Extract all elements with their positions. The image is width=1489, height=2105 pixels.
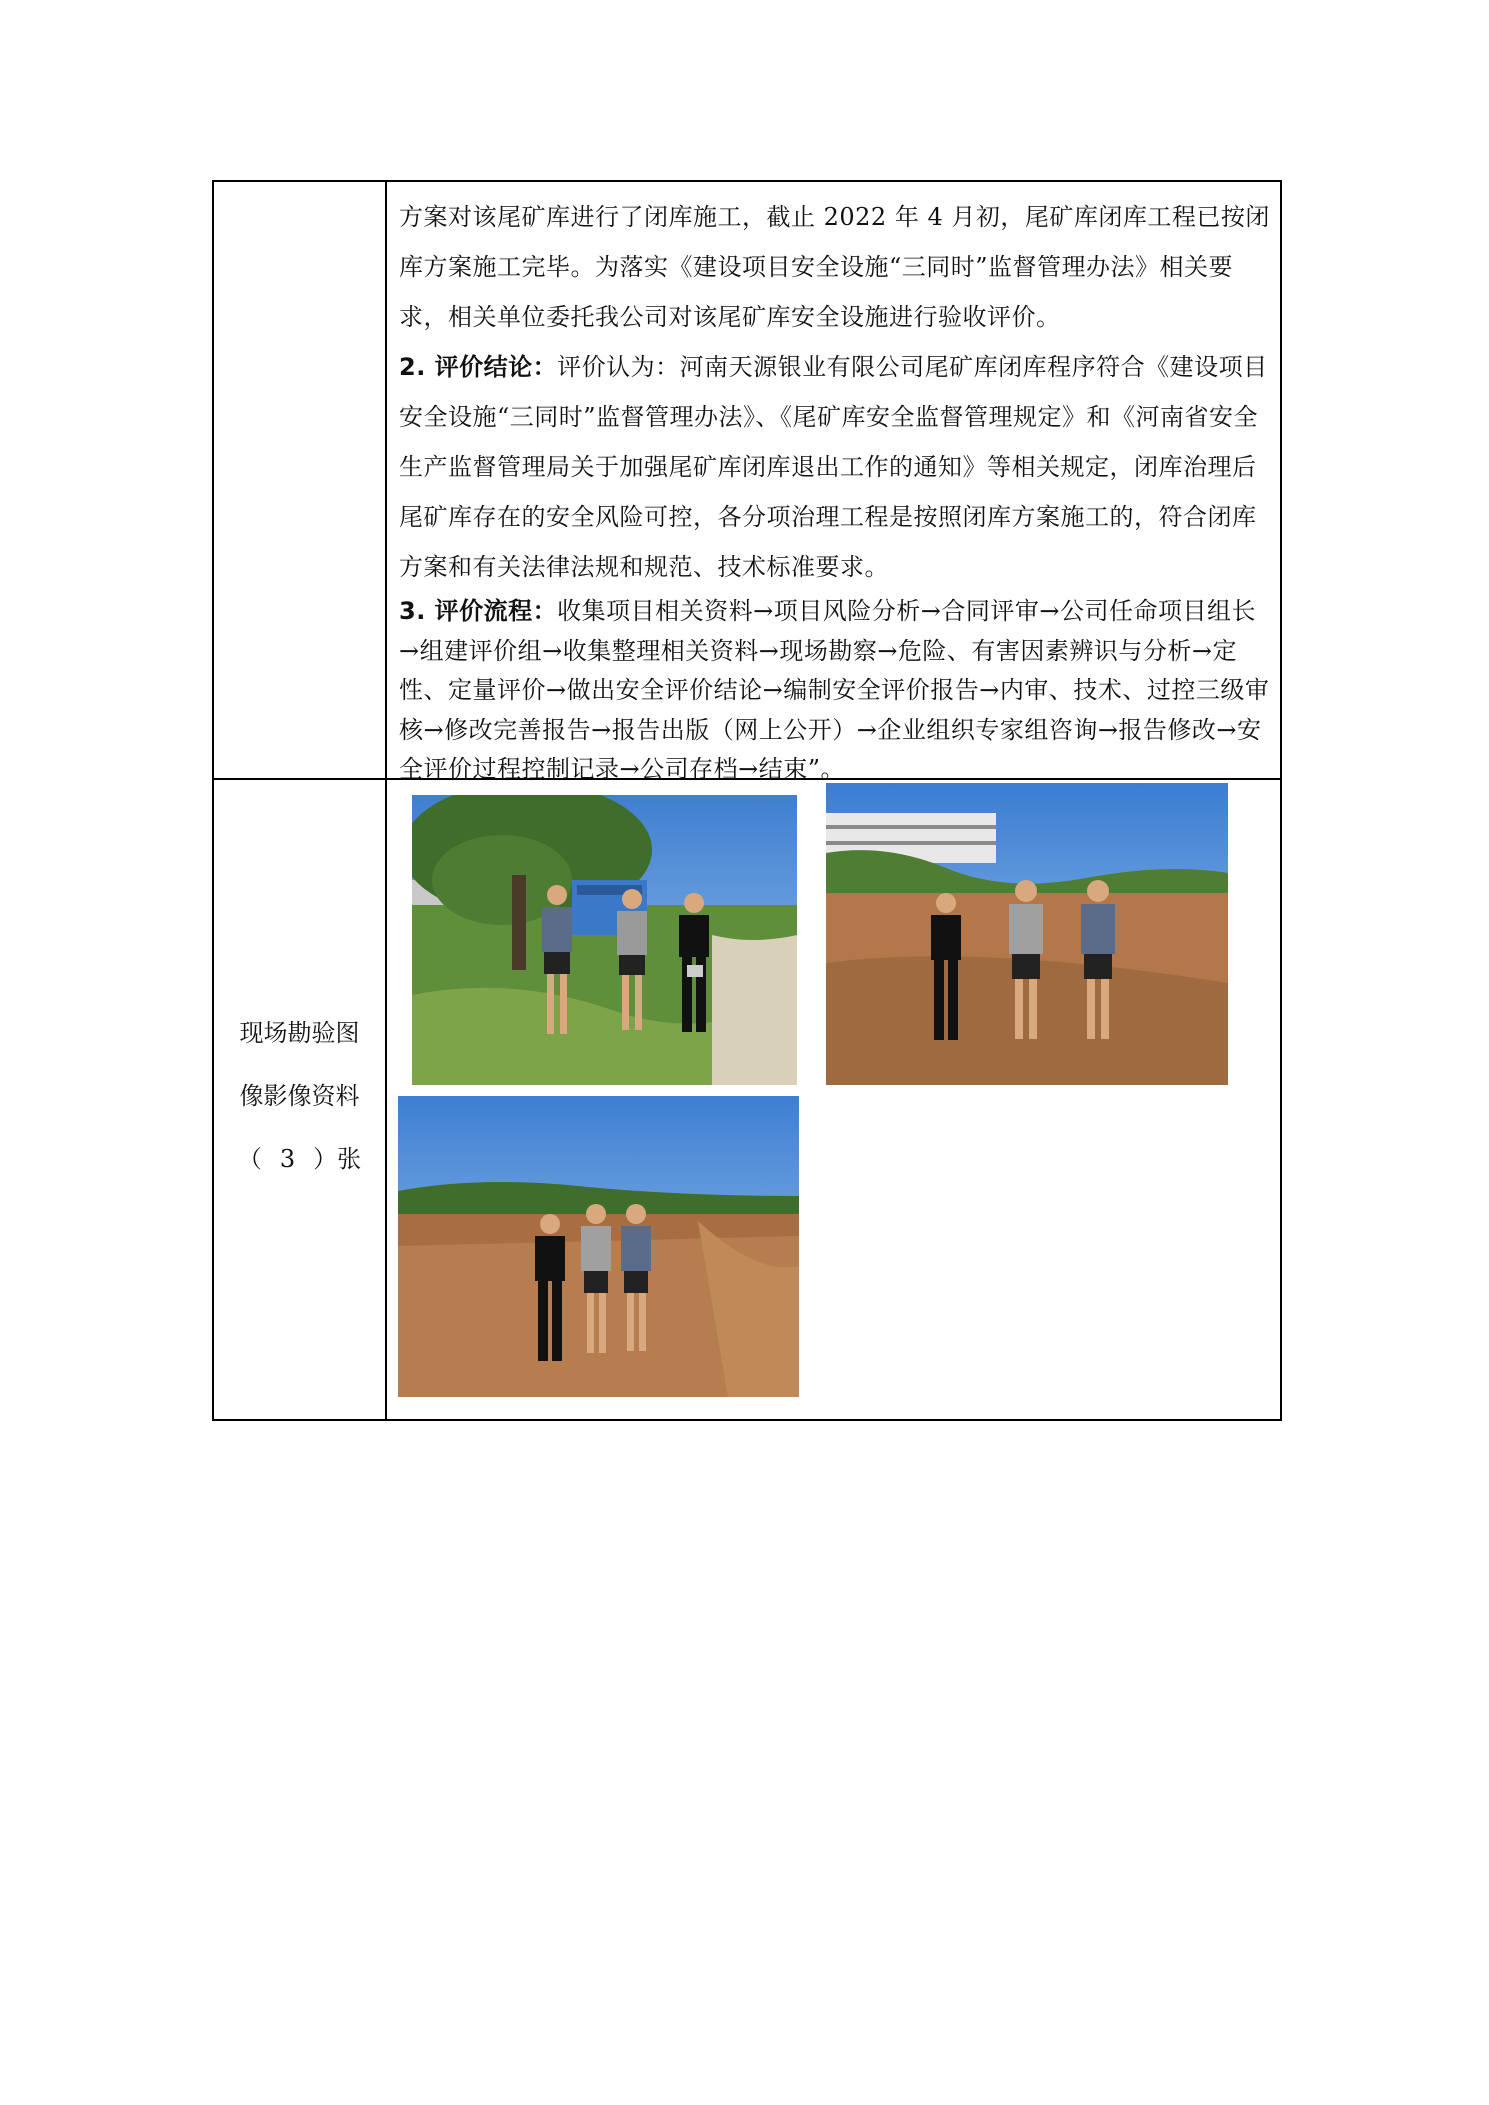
- label-line-2: 像影像资料: [239, 1082, 360, 1110]
- site-photo-2: [826, 783, 1228, 1085]
- conclusion-text: 评价认为：河南天源银业有限公司尾矿库闭库程序符合《建设项目安全设施“三同时”监督管理办法》、《尾矿库安全监督管理规定》和《河南省安全生产监督管理局关于加强尾矿库闭库退出工作的通知》等相关规定，闭库治理后尾矿库存在的安全风险可控，各分项治理工程是按照闭库方案施工的，符合闭库方案和有关法律法规和规范、技术标准要求。: [399, 353, 1268, 581]
- photo-count: [214, 1128, 385, 1191]
- count-close: ）张: [313, 1145, 362, 1173]
- process-text: 收集项目相关资料→项目风险分析→合同评审→公司任命项目组长→组建评价组→收集整理相关资料→现场勘察→危险、有害因素辨识与分析→定性、定量评价→做出安全评价结论→编制安全评价报告→内审、技术、过控三级审核→修改完善报告→报告出版（网上公开）→企业组织专家组咨询→报告修改→安全评价过程控制记录→公司存档→结束”。: [399, 597, 1270, 783]
- evaluation-text: [399, 192, 1274, 790]
- count-open: （: [237, 1145, 262, 1173]
- site-photo-label: [214, 1002, 385, 1191]
- process-paragraph: [399, 592, 1274, 790]
- site-photo-3: [398, 1096, 799, 1397]
- site-photo-1: [412, 795, 797, 1085]
- project-background-paragraph: 方案对该尾矿库进行了闭库施工，截止 2022 年 4 月初，尾矿库闭库工程已按闭库方案施工完毕。为落实《建设项目安全设施“三同时”监督管理办法》相关要求，相关单位委托我公司对该尾矿库安全设施进行验收评价。: [399, 203, 1270, 331]
- process-heading: 3. 评价流程：: [399, 597, 558, 625]
- label-line-1: 现场勘验图: [239, 1019, 360, 1047]
- conclusion-paragraph: [399, 342, 1274, 592]
- conclusion-heading: 2. 评价结论：: [399, 353, 558, 381]
- count-value: 3: [279, 1145, 296, 1173]
- column-divider: [385, 182, 387, 1419]
